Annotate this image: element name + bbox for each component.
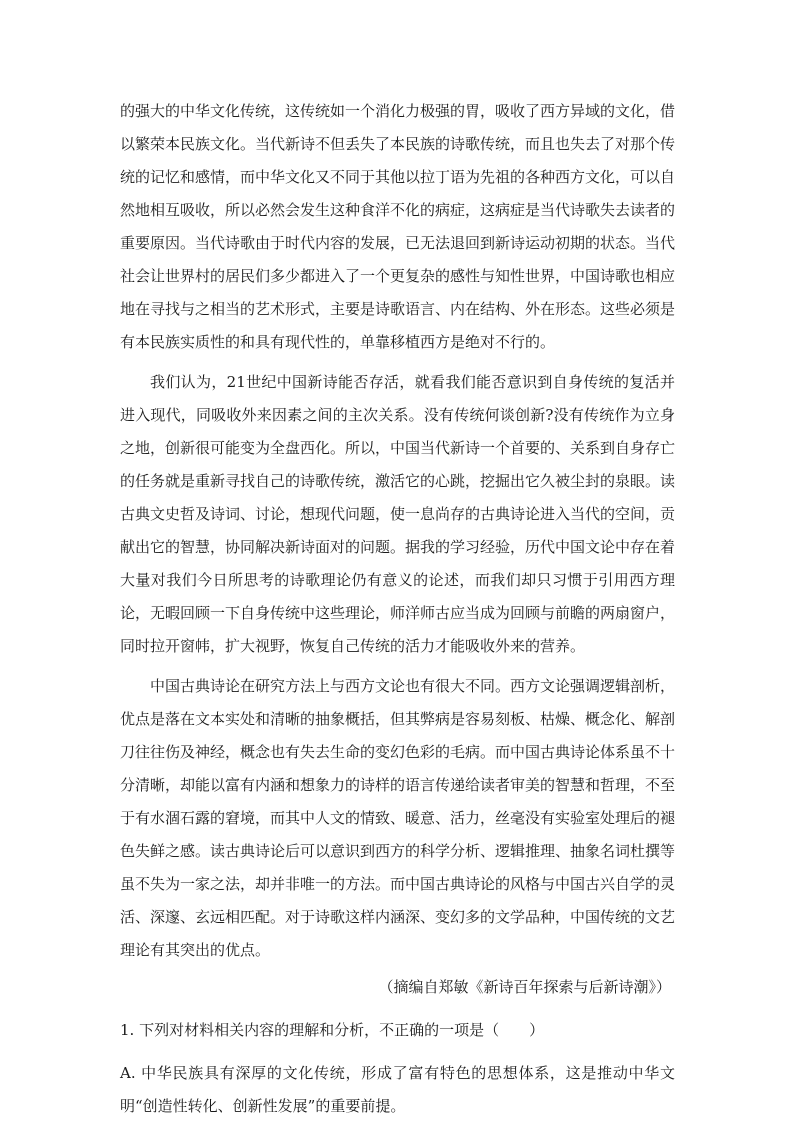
document-page (120, 95, 675, 1123)
option-a: A. 中华民族具有深厚的文化传统，形成了富有特色的思想体系，这是推动中华文明“创造性转化、创新性发展”的重要前提。 (120, 1064, 675, 1115)
paragraph-2: 我们认为，21世纪中国新诗能否存活，就看我们能否意识到自身传统的复活并进入现代，同吸收外来因素之间的主次关系。没有传统何谈创新?没有传统作为立身之地，创新很可能变为全盘西化。所以，中国当代新诗一个首要的、关系到自身存亡的任务就是重新寻找自己的诗歌传统，激活它的心跳，挖掘出它久被尘封的泉眼。读古典文史哲及诗词、讨论，想现代问题，使一息尚存的古典诗论进入当代的空间，贡献出它的智慧，协同解决新诗面对的问题。据我的学习经验，历代中国文论中存在着大量对我们今日所思考的诗歌理论仍有意义的论述，而我们却只习惯于引用西方理论，无暇回顾一下自身传统中这些理论，师洋师古应当成为回顾与前瞻的两扇窗户，同时拉开窗帏，扩大视野，恢复自己传统的活力才能吸收外来的营养。 (120, 373, 676, 655)
paragraph-1: 的强大的中华文化传统，这传统如一个消化力极强的胃，吸收了西方异域的文化，借以繁荣本民族文化。当代新诗不但丢失了本民族的诗歌传统，而且也失去了对那个传统的记忆和感情，而中华文化又不同于其他以拉丁语为先祖的各种西方文化，可以自然地相互吸收，所以必然会发生这种食洋不化的病症，这病症是当代诗歌失去读者的重要原因。当代诗歌由于时代内容的发展，已无法退回到新诗运动初期的状态。当代社会让世界村的居民们多少都进入了一个更复杂的感性与知性世界，中国诗歌也相应地在寻找与之相当的艺术形式，主要是诗歌语言、内在结构、外在形态。这些必须是有本民族实质性的和具有现代性的，单靠移植西方是绝对不行的。 (120, 102, 676, 351)
source-citation: （摘编自郑敏《新诗百年探索与后新诗潮》） (378, 978, 671, 996)
paragraph-3: 中国古典诗论在研究方法上与西方文论也有很大不同。西方文论强调逻辑剖析，优点是落在文本实处和清晰的抽象概括，但其弊病是容易刻板、枯燥、概念化、解剖刀往往伤及神经，概念也有失去生命的变幻色彩的毛病。而中国古典诗论体系虽不十分清晰，却能以富有内涵和想象力的诗样的语言传递给读者审美的智慧和哲理，不至于有水涸石露的窘境，而其中人文的情致、暖意、活力，丝毫没有实验室处理后的褪色失鲜之感。读古典诗论后可以意识到西方的科学分析、逻辑推理、抽象名词杜撰等虽不失为一家之法，却并非唯一的方法。而中国古典诗论的风格与中国古兴自学的灵活、深邃、玄远相匹配。对于诗歌这样内涵深、变幻多的文学品种，中国传统的文艺理论有其突出的优点。 (120, 677, 676, 959)
question-1: 1. 下列对材料相关内容的理解和分析，不正确的一项是（ ） (120, 1021, 545, 1039)
